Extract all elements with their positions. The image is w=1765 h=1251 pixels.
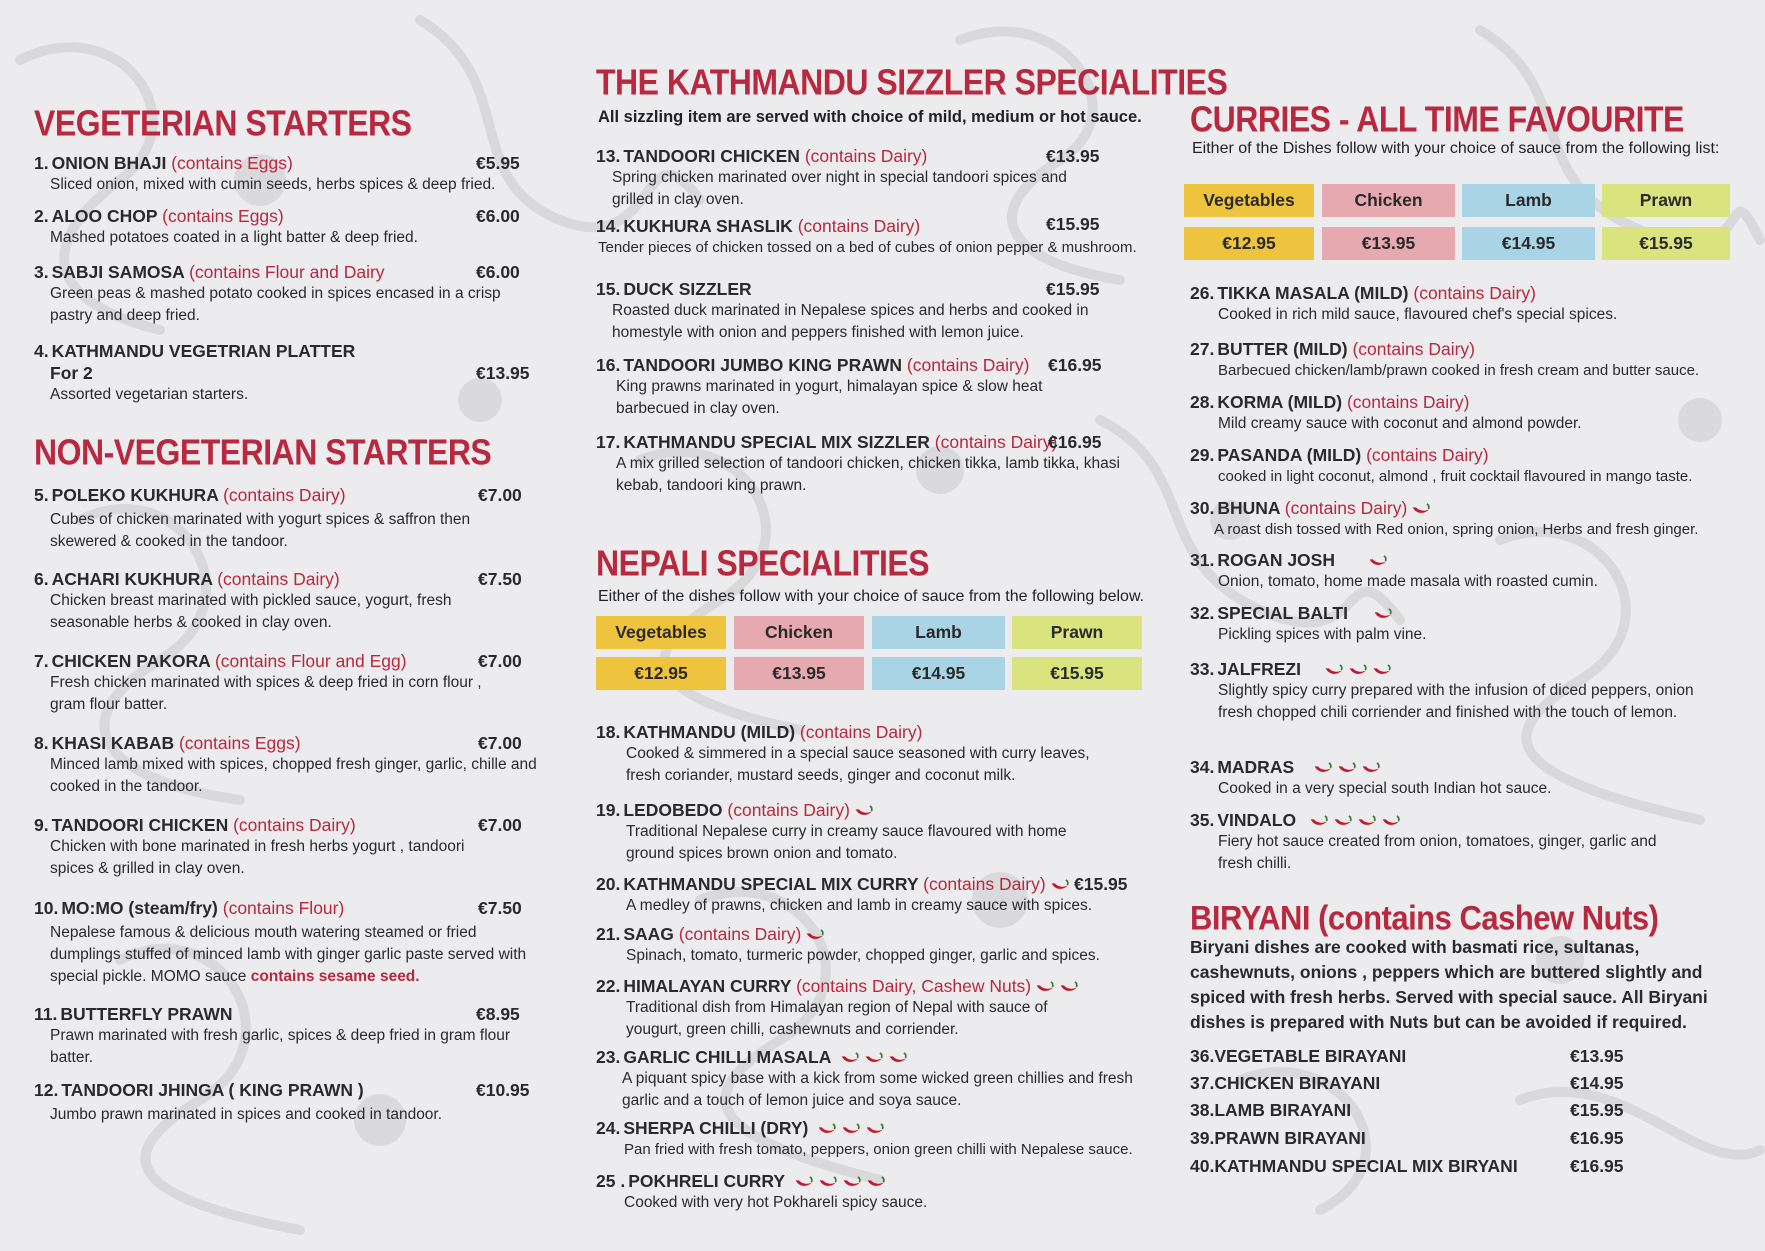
nepali-sauce-table — [596, 616, 1141, 696]
sauce-prawn: Prawn — [1602, 184, 1730, 217]
chili-icon — [1337, 761, 1357, 775]
menu-item-9: 9. TANDOORI CHICKEN (contains Dairy) €7.00 Chicken with bone marinated in fresh herbs yogurt , tandoori spices & grilled in clay oven. — [34, 815, 522, 877]
chili-icon — [864, 1051, 884, 1065]
menu-item-33: 33. JALFREZI Slightly spicy curry prepared with the infusion of diced peppers, onion fresh chopped chili corriender and finished with the touch of lemon. — [1190, 659, 1694, 721]
chili-icon — [1381, 814, 1401, 828]
menu-item-13: 13. TANDOORI CHICKEN (contains Dairy) €13.95 Spring chicken marinated over night in special tandoori spices and grilled in clay oven. — [596, 146, 1100, 208]
chili-icon — [1050, 878, 1070, 892]
chili-icon — [1059, 980, 1079, 994]
menu-item-6: 6. ACHARI KUKHURA (contains Dairy) €7.50 Chicken breast marinated with pickled sauce, yogurt, fresh seasonable herbs & cooked in clay oven. — [34, 569, 522, 631]
chili-icon — [794, 1175, 814, 1189]
sauce-price-vegetables: €12.95 — [1184, 227, 1314, 260]
chili-icon — [817, 1122, 837, 1136]
biryani-item-39: 39.PRAWN BIRAYANI — [1190, 1128, 1366, 1148]
price: €7.50 — [478, 569, 522, 589]
menu-item-8: 8. KHASI KABAB (contains Eggs) €7.00 Minced lamb mixed with spices, chopped fresh ginger, garlic, chille and cooked in the tandoor. — [34, 733, 537, 795]
price: €13.95 — [476, 363, 530, 383]
menu-item-32: 32. SPECIAL BALTI Pickling spices with palm vine. — [1190, 603, 1427, 643]
section-title-curries: CURRIES - ALL TIME FAVOURITE — [1190, 99, 1684, 140]
price: €8.95 — [476, 1004, 520, 1024]
menu-item-29: 29. PASANDA (MILD) (contains Dairy) cooked in light coconut, almond , fruit cocktail flavoured in mango taste. — [1190, 445, 1693, 485]
curries-sauce-table — [1184, 184, 1729, 264]
menu-item-5: 5. POLEKO KUKHURA (contains Dairy) €7.00 Cubes of chicken marinated with yogurt spices & saffron then skewered & cooked in the tandoor. — [34, 485, 522, 550]
price: €7.00 — [478, 485, 522, 505]
sauce-price-lamb: €14.95 — [1462, 227, 1595, 260]
menu-item-10: 10. MO:MO (steam/fry) (contains Flour) €7.50 Nepalese famous & delicious mouth watering steamed or fried dumplings stuffed of minced lamb with ginger garlic paste served with special pickle. MOMO sauce contains sesame seed. — [34, 898, 527, 985]
chili-icon — [888, 1051, 908, 1065]
chili-icon — [1411, 502, 1431, 516]
chili-icon — [841, 1122, 861, 1136]
chili-icon — [1361, 761, 1381, 775]
section-title-sizzler: THE KATHMANDU SIZZLER SPECIALITIES — [596, 62, 1228, 103]
price: €16.95 — [1048, 355, 1102, 375]
price: €5.95 — [476, 153, 520, 173]
menu-item-19: 19. LEDOBEDO (contains Dairy) Traditional Nepalese curry in creamy sauce flavoured with home ground spices brown onion and tomato. — [596, 800, 1067, 862]
sauce-prawn: Prawn — [1012, 616, 1142, 649]
sauce-price-prawn: €15.95 — [1602, 227, 1730, 260]
menu-item-26: 26. TIKKA MASALA (MILD) (contains Dairy) Cooked in rich mild sauce, flavoured chef's special spices. — [1190, 283, 1618, 323]
price: €15.95 — [1074, 874, 1128, 894]
section-title-nepali: NEPALI SPECIALITIES — [596, 543, 930, 584]
price: €15.95 — [1570, 1100, 1624, 1120]
chili-icon — [1368, 554, 1388, 568]
menu-item-18: 18. KATHMANDU (MILD) (contains Dairy) Cooked & simmered in a special sauce seasoned with curry leaves, fresh coriander, mustard seeds, ginger and coconut milk. — [596, 722, 1090, 784]
biryani-item-37: 37.CHICKEN BIRAYANI — [1190, 1073, 1381, 1093]
menu-item-24: 24. SHERPA CHILLI (DRY) Pan fried with fresh tomato, peppers, onion green chilli with Nepalese sauce. — [596, 1118, 1133, 1158]
sauce-price-chicken: €13.95 — [734, 657, 864, 690]
chili-icon — [1372, 663, 1392, 677]
nepali-note: Either of the dishes follow with your choice of sauce from the following below. — [598, 588, 1145, 605]
sauce-vegetables: Vegetables — [1184, 184, 1314, 217]
biryani-item-38: 38.LAMB BIRAYANI — [1190, 1100, 1352, 1120]
menu-item-2: 2. ALOO CHOP (contains Eggs) €6.00 Mashed potatoes coated in a light batter & deep fried. — [34, 206, 520, 246]
biryani-item-36: 36.VEGETABLE BIRAYANI — [1190, 1046, 1407, 1066]
chili-icon — [1313, 761, 1333, 775]
menu-item-1: 1. ONION BHAJI (contains Eggs) €5.95 Sliced onion, mixed with cumin seeds, herbs spices & deep fried. — [34, 153, 520, 193]
sauce-vegetables: Vegetables — [596, 616, 726, 649]
menu-item-23: 23. GARLIC CHILLI MASALA A piquant spicy base with a kick from some wicked green chillies and fresh garlic and a touch of lemon juice and soya sauce. — [596, 1047, 1133, 1109]
section-title-veg-starters: VEGETERIAN STARTERS — [34, 103, 412, 144]
chili-icon — [818, 1175, 838, 1189]
curries-note: Either of the Dishes follow with your choice of sauce from the following list: — [1192, 140, 1720, 157]
menu-item-21: 21. SAAG (contains Dairy) Spinach, tomato, turmeric powder, chopped ginger, garlic and spices. — [596, 924, 1100, 964]
menu-item-30: 30. BHUNA (contains Dairy) A roast dish tossed with Red onion, spring onion, Herbs and fresh ginger. — [1190, 498, 1699, 538]
menu-item-20: 20. KATHMANDU SPECIAL MIX CURRY (contains Dairy) €15.95 A medley of prawns, chicken and lamb in creamy sauce with spices. — [596, 874, 1128, 914]
price: €6.00 — [476, 206, 520, 226]
menu-item-15: 15. DUCK SIZZLER €15.95 Roasted duck marinated in Nepalese spices and herbs and cooked in homestyle with onion and peppers finished with lemon juice. — [596, 279, 1100, 341]
menu-item-12: 12. TANDOORI JHINGA ( KING PRAWN ) €10.95 Jumbo prawn marinated in spices and cooked in tandoor. — [34, 1080, 530, 1123]
menu-item-27: 27. BUTTER (MILD) (contains Dairy) Barbecued chicken/lamb/prawn cooked in fresh cream and butter sauce. — [1190, 339, 1700, 379]
price: €7.00 — [478, 733, 522, 753]
menu-item-34: 34. MADRAS Cooked in a very special south Indian hot sauce. — [1190, 757, 1552, 797]
price: €15.95 — [1046, 279, 1100, 299]
biryani-description: Biryani dishes are cooked with basmati rice, sultanas, cashewnuts, onions , peppers which are buttered slightly and spiced with fresh herbs. Served with special sauce. All Biryani dishes is prepared with Nuts but can be avoided if required. — [1190, 937, 1708, 1032]
chili-icon — [854, 804, 874, 818]
menu-item-11: 11. BUTTERFLY PRAWN €8.95 Prawn marinated with fresh garlic, spices & deep fried in gram flour batter. — [34, 1004, 520, 1066]
section-title-nonveg-starters: NON-VEGETERIAN STARTERS — [34, 432, 492, 473]
chili-icon — [842, 1175, 862, 1189]
sauce-price-chicken: €13.95 — [1322, 227, 1455, 260]
chili-icon — [1348, 663, 1368, 677]
sauce-chicken: Chicken — [734, 616, 864, 649]
menu-item-25: 25 . POKHRELI CURRY Cooked with very hot Pokhareli spicy sauce. — [596, 1171, 928, 1211]
biryani-item-40: 40.KATHMANDU SPECIAL MIX BIRYANI — [1190, 1156, 1518, 1176]
chili-icon — [1333, 814, 1353, 828]
price: €10.95 — [476, 1080, 530, 1100]
menu-item-4: 4. KATHMANDU VEGETRIAN PLATTER For 2 €13.95 Assorted vegetarian starters. — [34, 341, 530, 403]
chili-icon — [840, 1051, 860, 1065]
menu-item-31: 31. ROGAN JOSH Onion, tomato, home made masala with roasted cumin. — [1190, 550, 1598, 590]
price: €16.95 — [1570, 1156, 1624, 1176]
price: €6.00 — [476, 262, 520, 282]
sauce-price-prawn: €15.95 — [1012, 657, 1142, 690]
price: €14.95 — [1570, 1073, 1624, 1093]
price: €7.00 — [478, 651, 522, 671]
sizzler-note: All sizzling item are served with choice of mild, medium or hot sauce. — [598, 108, 1142, 126]
price: €16.95 — [1570, 1128, 1624, 1148]
chili-icon — [865, 1122, 885, 1136]
price: €16.95 — [1048, 432, 1102, 452]
chili-icon — [1035, 980, 1055, 994]
menu-item-3: 3. SABJI SAMOSA (contains Flour and Dairy €6.00 Green peas & mashed potato cooked in spices encased in a crisp pastry and deep fried. — [34, 262, 520, 324]
menu-item-17: 17. KATHMANDU SPECIAL MIX SIZZLER (contains Dairy) €16.95 A mix grilled selection of tandoori chicken, chicken tikka, lamb tikka, khasi kebab, tandoori king prawn. — [596, 432, 1120, 494]
chili-icon — [866, 1175, 886, 1189]
sauce-price-vegetables: €12.95 — [596, 657, 726, 690]
price: €15.95 — [1046, 214, 1100, 234]
price: €7.50 — [478, 898, 522, 918]
chili-icon — [1309, 814, 1329, 828]
section-title-biryani: BIRYANI (contains Cashew Nuts) — [1190, 898, 1659, 938]
chili-icon — [1373, 607, 1393, 621]
menu-item-14: €15.95 14. KUKHURA SHASLIK (contains Dairy) Tender pieces of chicken tossed on a bed of cubes of onion pepper & mushroom. — [596, 214, 1137, 256]
menu-item-16: 16. TANDOORI JUMBO KING PRAWN (contains Dairy) €16.95 King prawns marinated in yogurt, himalayan spice & slow heat barbecued in clay oven. — [596, 355, 1102, 417]
chili-icon — [805, 928, 825, 942]
chili-icon — [1324, 663, 1344, 677]
menu-item-7: 7. CHICKEN PAKORA (contains Flour and Egg) €7.00 Fresh chicken marinated with spices & deep fried in corn flour , gram flour batter. — [34, 651, 522, 713]
menu-item-22: 22. HIMALAYAN CURRY (contains Dairy, Cashew Nuts) Traditional dish from Himalayan region of Nepal with sauce of yougurt, green chilli, cashewnuts and corriender. — [596, 975, 1156, 1041]
menu-item-28: 28. KORMA (MILD) (contains Dairy) Mild creamy sauce with coconut and almond powder. — [1190, 392, 1582, 432]
price: €13.95 — [1046, 146, 1100, 166]
price: €7.00 — [478, 815, 522, 835]
sauce-chicken: Chicken — [1322, 184, 1455, 217]
sauce-lamb: Lamb — [872, 616, 1005, 649]
sauce-price-lamb: €14.95 — [872, 657, 1005, 690]
price: €13.95 — [1570, 1046, 1624, 1066]
menu-item-35: 35. VINDALO Fiery hot sauce created from onion, tomatoes, ginger, garlic and fresh chilli. — [1190, 810, 1657, 872]
sauce-lamb: Lamb — [1462, 184, 1595, 217]
chili-icon — [1357, 814, 1377, 828]
